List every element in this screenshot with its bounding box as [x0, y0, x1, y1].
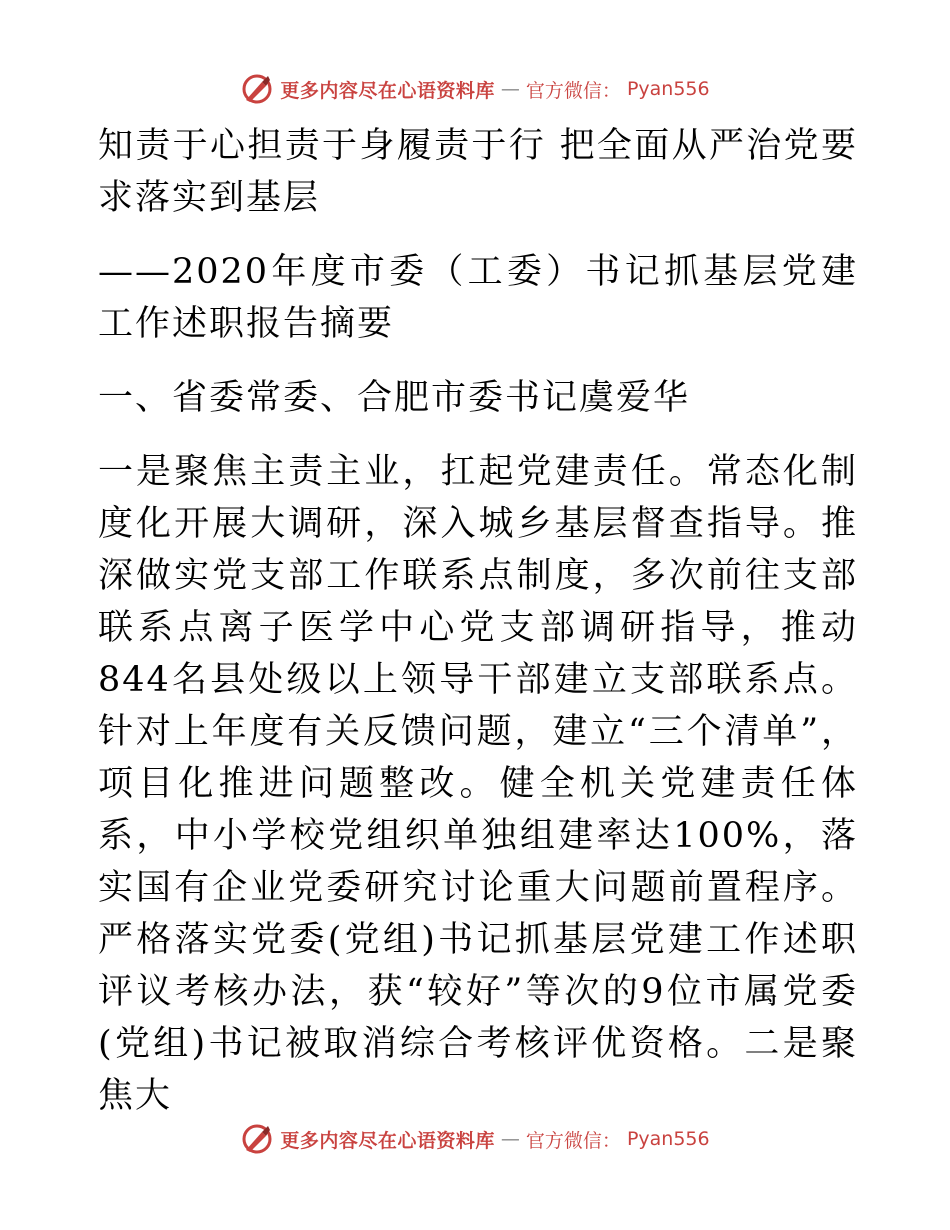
- document-body: [98, 120, 858, 1122]
- section-heading: 一、省委常委、合肥市委书记虞爱华: [98, 378, 691, 418]
- pen-circle-logo-icon: [240, 1122, 274, 1156]
- header-banner: [0, 72, 950, 106]
- footer-wechat-id: Pyan556: [626, 1128, 710, 1150]
- document-subtitle: ——2020年度市委（工委）书记抓基层党建工作述职报告摘要: [98, 252, 858, 344]
- document-title: 知责于心担责于身履责于行 把全面从严治党要求落实到基层: [98, 126, 858, 218]
- pen-circle-logo-icon: [240, 72, 274, 106]
- header-site-text: 更多内容尽在心语资料库: [280, 79, 495, 102]
- body-paragraph: 一是聚焦主责主业，扛起党建责任。常态化制度化开展大调研，深入城乡基层督查指导。推深做实党支部工作联系点制度，多次前往支部联系点离子医学中心党支部调研指导，推动844名县处级以上领导干部建立支部联系点。针对上年度有关反馈问题，建立“三个清单”，项目化推进问题整改。健全机关党建责任体系，中小学校党组织单独组建率达100%，落实国有企业党委研究讨论重大问题前置程序。严格落实党委(党组)书记抓基层党建工作述职评议考核办法，获“较好”等次的9位市属党委(党组)书记被取消综合考核评优资格。二是聚焦大: [98, 452, 858, 1116]
- footer-wechat-label: 官方微信：: [525, 1129, 621, 1152]
- footer-banner: [0, 1122, 950, 1156]
- header-wechat-label: 官方微信：: [525, 79, 621, 102]
- header-wechat-id: Pyan556: [626, 78, 710, 100]
- footer-site-text: 更多内容尽在心语资料库: [280, 1129, 495, 1152]
- footer-separator: —: [500, 1128, 520, 1150]
- header-separator: —: [500, 78, 520, 100]
